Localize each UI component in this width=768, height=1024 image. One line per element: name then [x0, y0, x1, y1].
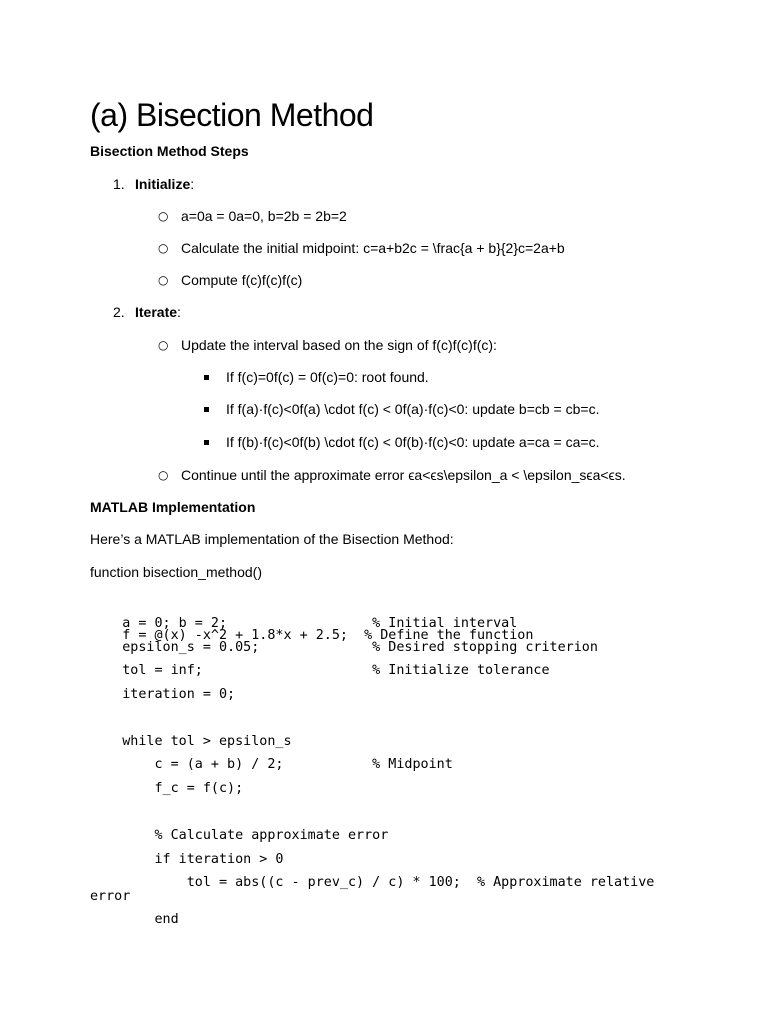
code-line: error [90, 889, 131, 904]
code-line: a = 0; b = 2; % Initial interval [90, 616, 518, 631]
code-line: tol = abs((c - prev_c) / c) * 100; % Approximate relative [90, 875, 655, 890]
function-line: function bisection_method() [90, 564, 262, 580]
step-2-subitem: If f(a)·f(c)<0f(a) \cdot f(c) < 0f(a)·f(c)<0: update b=cb = cb=c. [226, 401, 600, 417]
code-line: % Calculate approximate error [90, 828, 389, 843]
code-line: end [90, 912, 179, 927]
code-line: c = (a + b) / 2; % Midpoint [90, 757, 453, 772]
matlab-heading: MATLAB Implementation [90, 499, 256, 515]
step-1-label: Initialize [135, 176, 191, 192]
matlab-intro: Here’s a MATLAB implementation of the Bisection Method: [90, 531, 454, 547]
code-line: if iteration > 0 [90, 852, 284, 867]
page-title: (a) Bisection Method [90, 97, 374, 133]
step-2-number: 2. [113, 304, 125, 320]
hollow-bullet-icon: ○ [158, 273, 169, 287]
steps-heading: Bisection Method Steps [90, 143, 249, 159]
code-line: tol = inf; % Initialize tolerance [90, 663, 550, 678]
step-2-label: Iterate [135, 304, 178, 320]
hollow-bullet-icon: ○ [158, 468, 169, 482]
hollow-bullet-icon: ○ [158, 209, 169, 223]
step-2-subitem: If f(c)=0f(c) = 0f(c)=0: root found. [226, 369, 429, 385]
square-bullet-icon [204, 407, 209, 412]
step-1-item: Compute f(c)f(c)f(c) [181, 272, 303, 288]
code-line: f_c = f(c); [90, 781, 244, 796]
step-2-item: Continue until the approximate error ϵa<ϵs\epsilon_a < \epsilon_sϵa<ϵs. [181, 467, 626, 483]
step-1-number: 1. [113, 176, 125, 192]
step-2-colon: : [177, 304, 181, 320]
step-2-item: Update the interval based on the sign of f(c)f(c)f(c): [181, 337, 497, 353]
step-1-item: a=0a = 0a=0, b=2b = 2b=2 [181, 208, 347, 224]
step-1-title [135, 175, 194, 193]
code-line: f = @(x) -x^2 + 1.8*x + 2.5; % Define the function [90, 628, 534, 643]
step-1-item: Calculate the initial midpoint: c=a+b2c = \frac{a + b}{2}c=2a+b [181, 240, 565, 256]
code-line: while tol > epsilon_s [90, 734, 292, 749]
code-line: iteration = 0; [90, 687, 236, 702]
step-2-title [135, 303, 181, 321]
hollow-bullet-icon: ○ [158, 338, 169, 352]
square-bullet-icon [204, 440, 209, 445]
step-2-subitem: If f(b)·f(c)<0f(b) \cdot f(c) < 0f(b)·f(c)<0: update a=ca = ca=c. [226, 434, 600, 450]
code-line: epsilon_s = 0.05; % Desired stopping criterion [90, 640, 598, 655]
step-1-colon: : [190, 176, 195, 192]
hollow-bullet-icon: ○ [158, 241, 169, 255]
square-bullet-icon [204, 375, 209, 380]
